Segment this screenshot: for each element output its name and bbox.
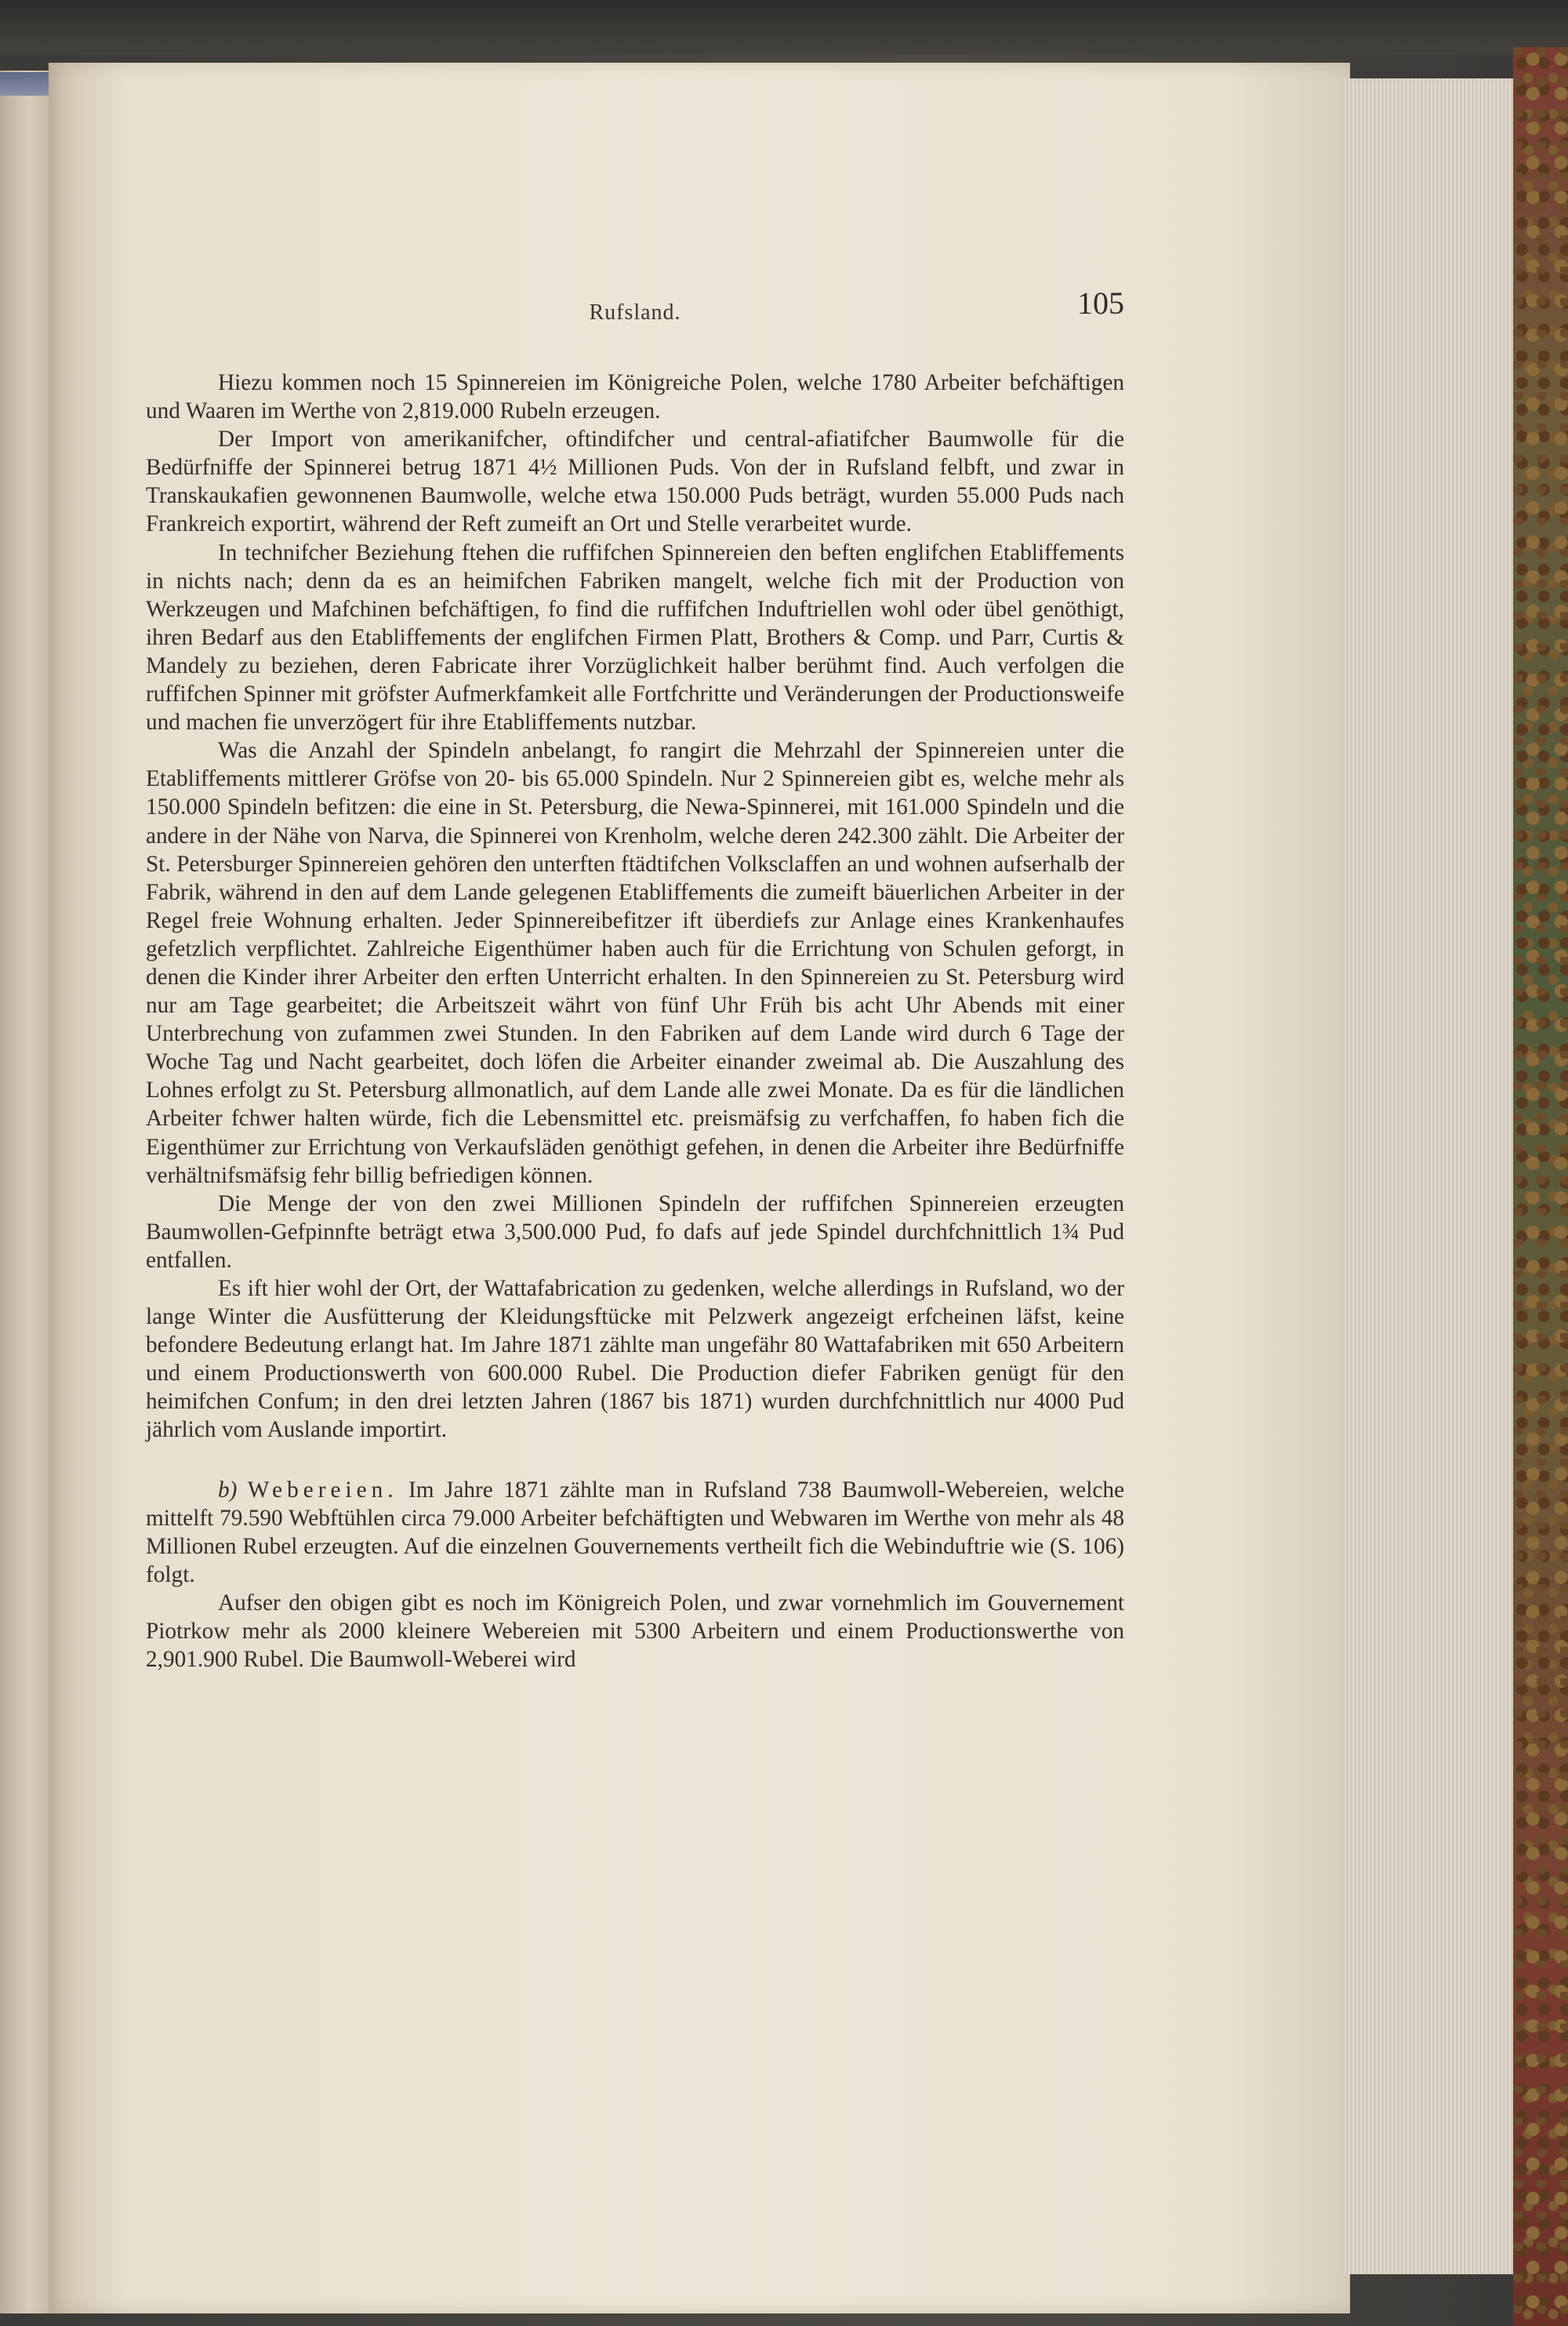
- paragraph-5: Die Menge der von den zwei Millionen Spindeln der ruffifchen Spinnereien erzeugten Baumwollen-Gefpinnfte beträgt etwa 3,500.000 Pud, fo dafs auf jede Spindel durchfchnittlich 1¾ Pud entfallen.: [146, 1190, 1124, 1273]
- section-b-label: b): [218, 1477, 238, 1503]
- page-block-edges: [1345, 78, 1516, 2274]
- paragraph-3: In technifcher Beziehung ftehen die ruffifchen Spinnereien den beften englifchen Etabliffements in nichts nach; denn da es an heimifchen Fabriken mangelt, welche fich mit der Production von Werkzeugen und Mafchinen befchäftigen, fo find die ruffifchen Induftriellen wohl oder übel genöthigt, ihren Bedarf aus den Etabliffements der englifchen Firmen Platt, Brothers & Comp. und Parr, Curtis & Mandely zu beziehen, deren Fabricate ihrer Vorzüglichkeit halber berühmt find. Auch verfolgen die ruffifchen Spinner mit gröfster Aufmerkfamkeit alle Fortfchritte und Veränderungen der Productionsweife und machen fie unverzögert für ihre Etabliffements nutzbar.: [146, 540, 1124, 736]
- page-number: 105: [1077, 285, 1124, 321]
- running-title: Rufsland.: [589, 300, 681, 325]
- paragraph-4: Was die Anzahl der Spindeln anbelangt, fo rangirt die Mehrzahl der Spinnereien unter die Etabliffements mittlerer Gröfse von 20- bis 65.000 Spindeln. Nur 2 Spinnereien gibt es, welche mehr als 150.000 Spindeln befitzen: die eine in St. Petersburg, die Newa-Spinnerei, mit 161.000 Spindeln und die andere in der Nähe von Narva, die Spinnerei von Krenholm, welche deren 242.300 zählt. Die Arbeiter der St. Petersburger Spinnereien gehören den unterften ftädtifchen Volksclaffen an und wohnen aufserhalb der Fabrik, während in den auf dem Lande gelegenen Etabliffements die zumeift bäuerlichen Arbeiter in der Regel freie Wohnung erhalten. Jeder Spinnereibefitzer ift überdiefs zur Anlage eines Krankenhaufes gefetzlich verpflichtet. Zahlreiche Eigenthümer haben auch für die Errichtung von Schulen geforgt, in denen die Kinder ihrer Arbeiter den erften Unterricht erhalten. In den Spinnereien zu St. Petersburg wird nur am Tage gearbeitet; die Arbeitszeit währt von fünf Uhr Früh bis acht Uhr Abends mit einer Unterbrechung von zufammen zwei Stunden. In den Fabriken auf dem Lande wird durch 6 Tage der Woche Tag und Nacht gearbeitet, doch löfen die Arbeiter einander zweimal ab. Die Auszahlung des Lohnes erfolgt zu St. Petersburg allmonatlich, auf dem Lande alle zwei Monate. Da es für die ländlichen Arbeiter fchwer halten würde, fich die Lebensmittel etc. preismäfsig zu verfchaffen, fo haben fich die Eigenthümer zur Errichtung von Verkaufsläden genöthigt gefehen, in denen die Arbeiter ihre Bedürfniffe verhältnifsmäfsig fehr billig befriedigen können.: [146, 738, 1124, 1188]
- section-b-heading: Webereien.: [247, 1477, 398, 1503]
- marbled-cover: [1513, 47, 1568, 2326]
- left-page-edge: [0, 71, 49, 2313]
- paragraph-6: Es ift hier wohl der Ort, der Wattafabrication zu gedenken, welche allerdings in Rufsland, wo der lange Winter die Ausfütterung der Kleidungsftücke mit Pelzwerk angezeigt erfcheinen läfst, keine befondere Bedeutung erlangt hat. Im Jahre 1871 zählte man ungefähr 80 Wattafabriken mit 650 Arbeitern und einem Productionswerth von 600.000 Rubel. Die Production diefer Fabriken genügt für den heimifchen Confum; in den drei letzten Jahren (1867 bis 1871) wurden durchfchnittlich nur 4000 Pud jährlich vom Auslande importirt.: [146, 1276, 1124, 1443]
- section-b-text: Im Jahre 1871 zählte man in Rufsland 738 Baumwoll-Webereien, welche mittelft 79.590 Webftühlen circa 79.000 Arbeiter befchäftigten und Webwaren im Werthe von mehr als 48 Millionen Rubel erzeugten. Auf die einzelnen Gouvernements vertheilt fich die Webinduftrie wie (S. 106) folgt.: [146, 1477, 1124, 1587]
- background-surface: [0, 0, 1568, 55]
- section-b-paragraph: [146, 1476, 1124, 1589]
- paragraph-2: Der Import von amerikanifcher, oftindifcher und central-afiatifcher Baumwolle für die Bedürfniffe der Spinnerei betrug 1871 4½ Millionen Puds. Von der in Rufsland felbft, und zwar in Transkaukafien gewonnenen Baumwolle, welche etwa 150.000 Puds beträgt, wurden 55.000 Puds nach Frankreich exportirt, während der Reft zumeift an Ort und Stelle verarbeitet wurde.: [146, 427, 1124, 537]
- paragraph-1: Hiezu kommen noch 15 Spinnereien im Königreiche Polen, welche 1780 Arbeiter befchäftigen und Waaren im Werthe von 2,819.000 Rubeln erzeugen.: [146, 370, 1124, 424]
- page-header: [146, 239, 1124, 341]
- final-paragraph: Aufser den obigen gibt es noch im Königreich Polen, und zwar vornehmlich im Gouvernement Piotrkow mehr als 2000 kleinere Webereien mit 5300 Arbeitern und einem Productionswerthe von 2,901.900 Rubel. Die Baumwoll-Weberei wird: [146, 1590, 1124, 1673]
- body-text: [146, 369, 1124, 1674]
- binding-band: [0, 72, 55, 96]
